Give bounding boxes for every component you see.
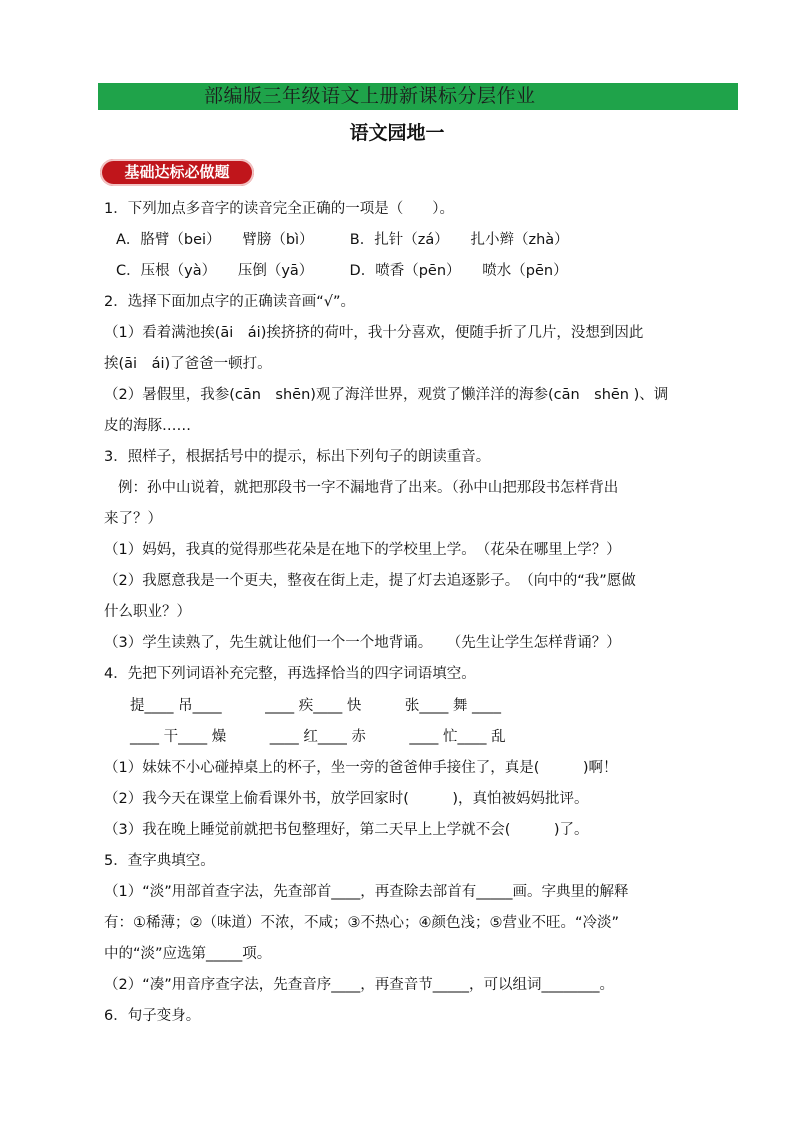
q3-example: 例：孙中山说着，就把那段书一字不漏地背了出来。（孙中山把那段书怎样背出 — [118, 480, 619, 496]
question-5-stem: 5．查字典填空。 — [104, 853, 215, 869]
q4-item-1: （1）妹妹不小心碰掉桌上的杯子，坐一旁的爸爸伸手接住了，真是( )啊！ — [104, 760, 618, 776]
q1-options-cd: C．压根（yà） 压倒（yā） D．喷香（pēn） 喷水（pēn） — [116, 263, 568, 279]
q3-item-3: （3）学生读熟了，先生就让他们一个一个地背诵。 （先生让学生怎样背诵？） — [104, 635, 621, 651]
q5-item-1: （1）“淡”用部首查字法，先查部首____，再查除去部首有_____画。字典里的解释 — [104, 884, 629, 900]
q1-options-ab: A．胳臂（bei） 臂膀（bì） B．扎针（zá） 扎小辫（zhà） — [116, 232, 569, 248]
q5-item-2: （2）“凑”用音序查字法，先查音序____，再查音节_____，可以组词________。 — [104, 977, 614, 993]
q5-item-1-cont2: 中的“淡”应选第_____项。 — [104, 946, 272, 962]
q3-item-2-cont: 什么职业？） — [104, 604, 191, 620]
banner-title: 部编版三年级语文上册新课标分层作业 — [204, 85, 536, 107]
q2-item-1: （1）看着满池挨(āi ái)挨挤挤的荷叶，我十分喜欢，便随手折了几片，没想到因此 — [104, 325, 644, 341]
q4-words-row-2: ____ 干____ 燥 ____ 红____ 赤 ____ 忙____ 乱 — [130, 729, 506, 745]
question-3-stem: 3．照样子，根据括号中的提示，标出下列句子的朗读重音。 — [104, 449, 491, 465]
q3-example-cont: 来了？） — [104, 511, 162, 527]
q4-item-2: （2）我今天在课堂上偷看课外书，放学回家时( )，真怕被妈妈批评。 — [104, 791, 589, 807]
question-2-stem: 2．选择下面加点字的正确读音画“√”。 — [104, 294, 355, 310]
page-title: 语文园地一 — [349, 122, 445, 144]
q2-item-1-cont: 挨(āi ái)了爸爸一顿打。 — [104, 356, 272, 372]
question-1-stem: 1．下列加点多音字的读音完全正确的一项是（ ）。 — [104, 201, 454, 217]
q3-item-2: （2）我愿意我是一个更夫，整夜在街上走，提了灯去追逐影子。 （向中的“我”愿做 — [104, 573, 636, 589]
section-badge-label: 基础达标必做题 — [124, 163, 230, 181]
q4-words-row-1: 提____ 吊____ ____ 疾____ 快 张____ 舞 ____ — [130, 698, 502, 714]
q2-item-2-cont: 皮的海豚…… — [104, 418, 191, 434]
question-4-stem: 4．先把下列词语补充完整，再选择恰当的四字词语填空。 — [104, 666, 476, 682]
q2-item-2: （2）暑假里，我参(cān shēn)观了海洋世界，观赏了懒洋洋的海参(cān shēn )、调 — [104, 387, 669, 403]
q4-item-3: （3）我在晚上睡觉前就把书包整理好，第二天早上上学就不会( )了。 — [104, 822, 589, 838]
q5-item-1-cont: 有：①稀薄；②（味道）不浓，不咸；③不热心；④颜色浅；⑤营业不旺。“冷淡” — [104, 915, 620, 931]
q3-item-1: （1）妈妈，我真的觉得那些花朵是在地下的学校里上学。 （花朵在哪里上学？） — [104, 542, 621, 558]
question-6-stem: 6．句子变身。 — [104, 1008, 201, 1024]
